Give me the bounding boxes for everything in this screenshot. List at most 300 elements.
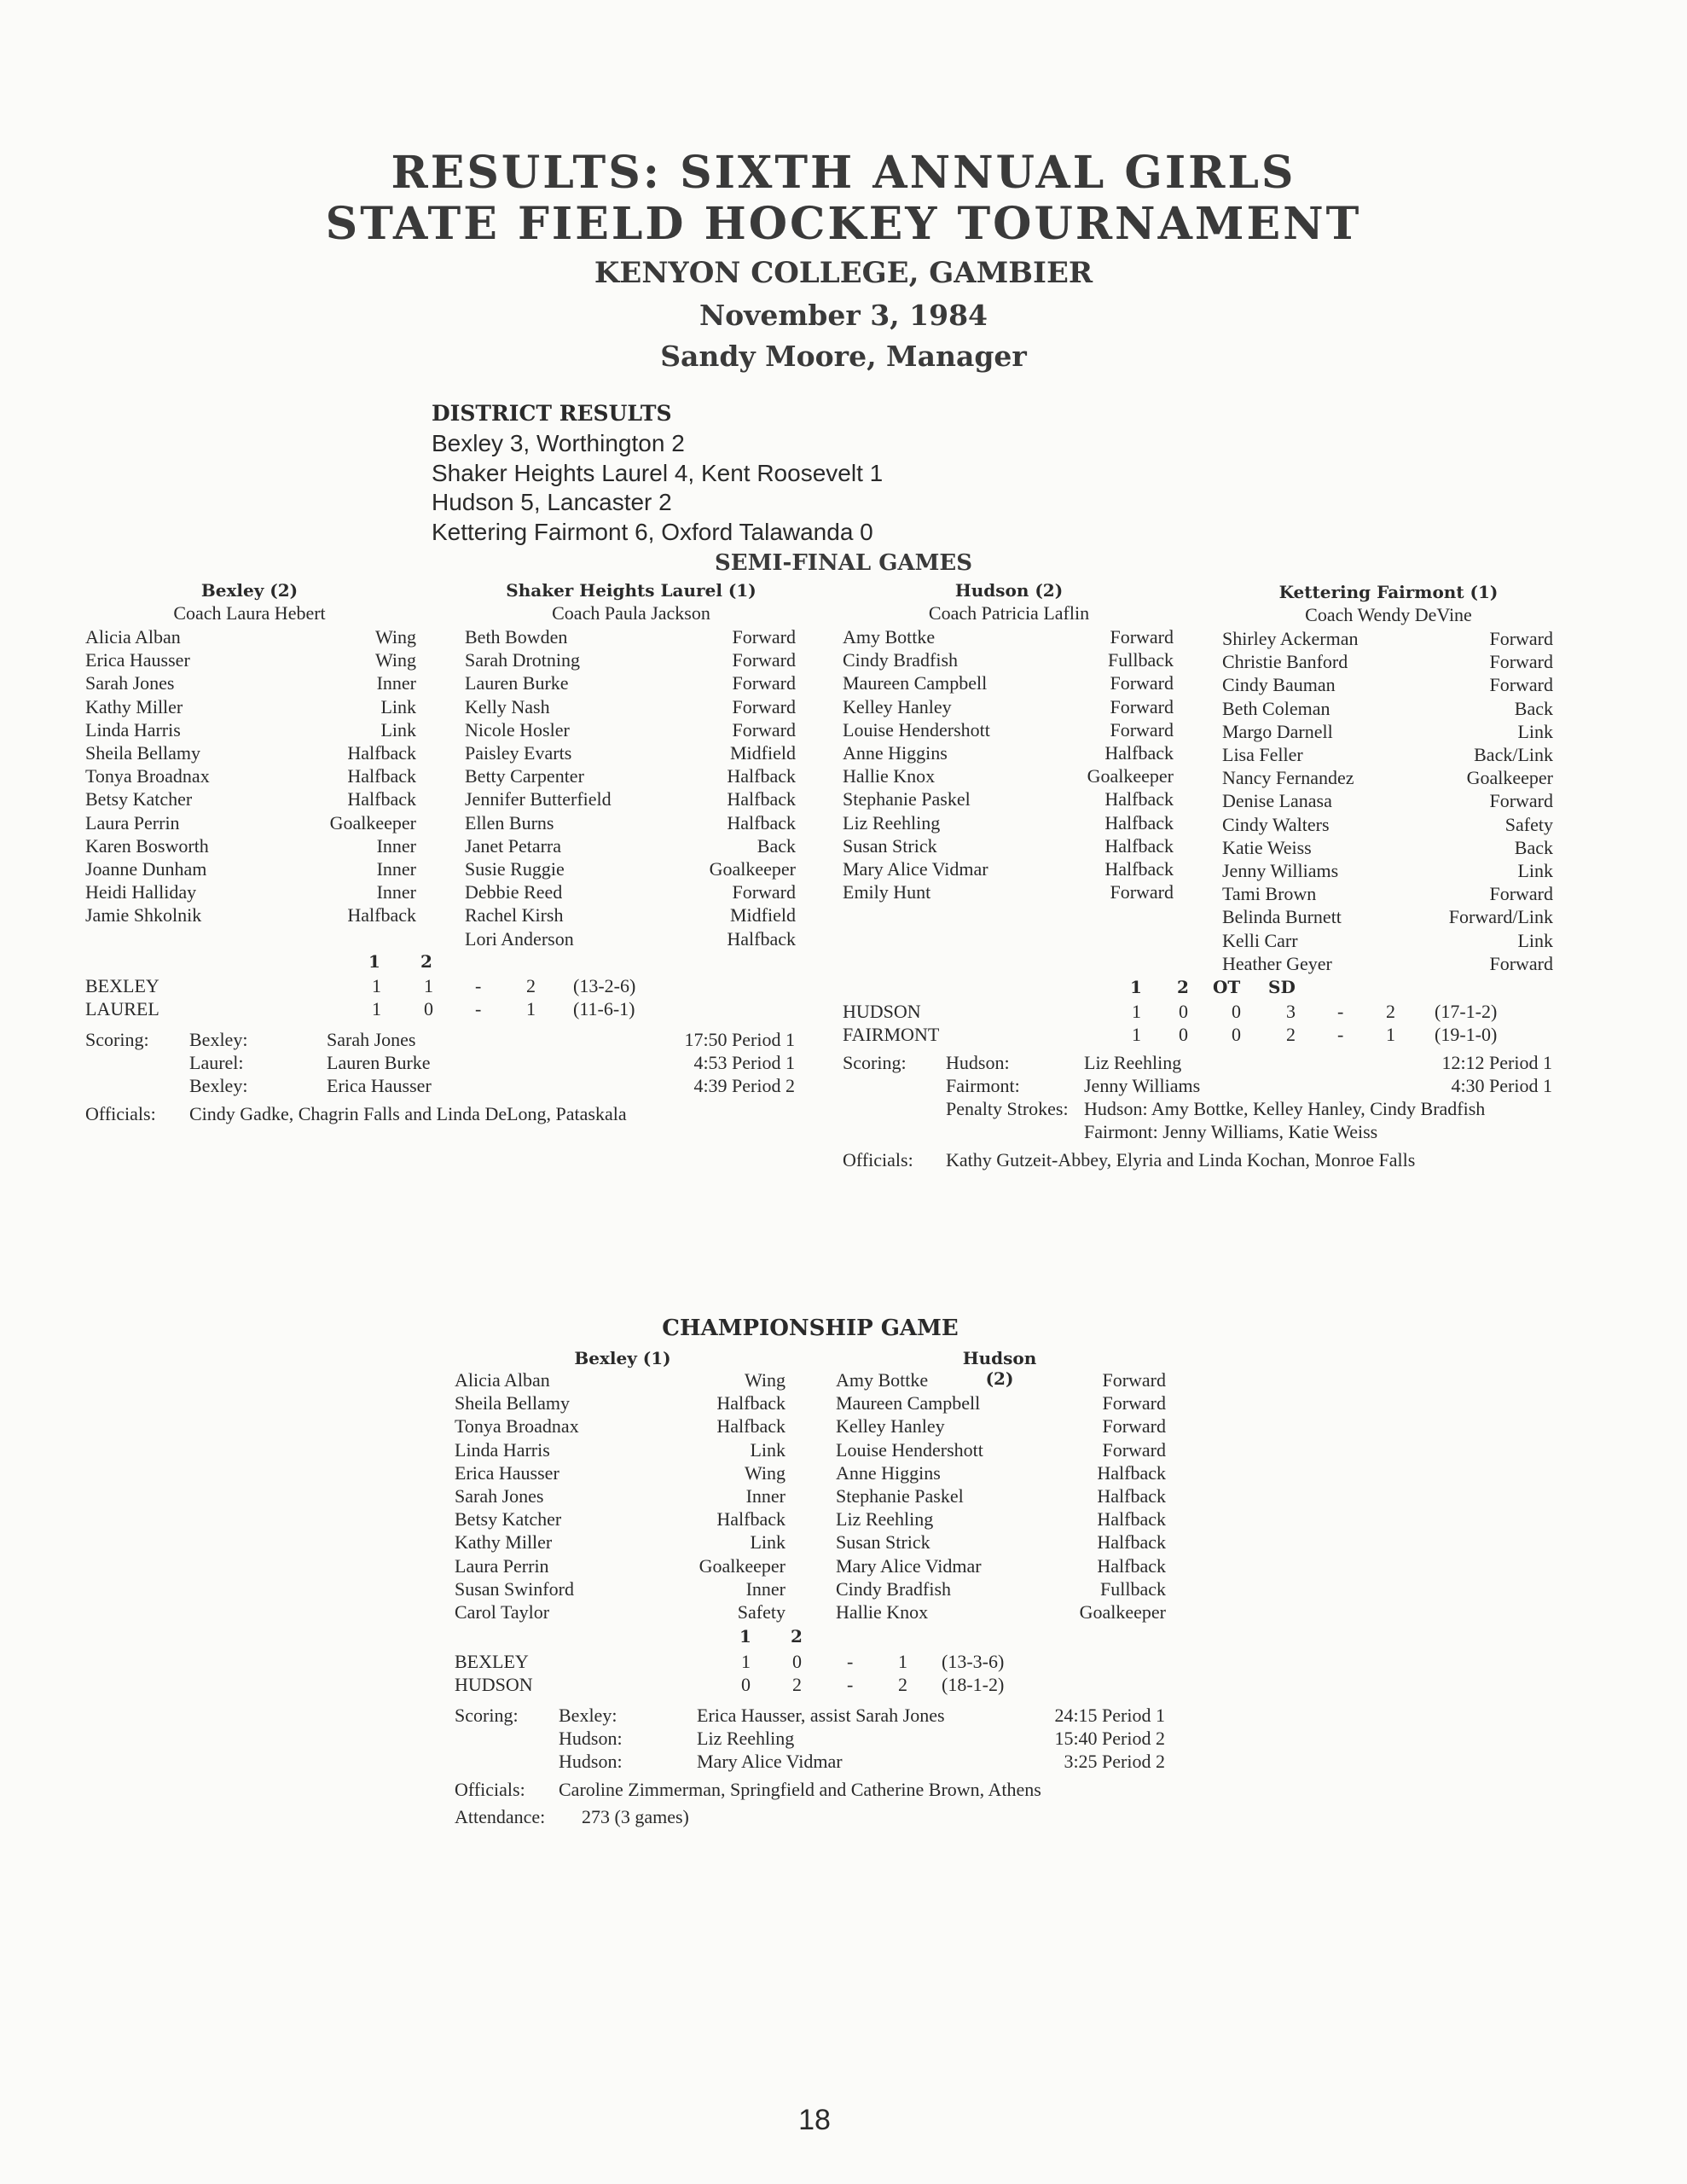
roster-row (85, 741, 416, 764)
score-total: 2 (898, 1674, 907, 1695)
player-name: Alicia Alban (455, 1369, 550, 1391)
player-position: Halfback (727, 927, 796, 950)
player-name: Linda Harris (455, 1438, 550, 1461)
player-position: Halfback (716, 1392, 786, 1414)
roster-row (85, 903, 416, 926)
player-name: Kelli Carr (1222, 929, 1298, 951)
player-position: Fullback (1108, 649, 1174, 671)
page-number: 18 (798, 2104, 831, 2136)
roster-row (1222, 789, 1553, 812)
player-position: Halfback (347, 765, 416, 787)
scoring-player: Jenny Williams (1084, 1075, 1201, 1096)
player-name: Stephanie Paskel (843, 788, 971, 810)
dash: - (475, 998, 482, 1019)
roster-row (836, 1414, 1166, 1438)
record: (11-6-1) (573, 998, 635, 1019)
player-name: Liz Reehling (836, 1508, 934, 1531)
score-total: 1 (526, 998, 536, 1019)
roster-row (465, 834, 796, 857)
player-position: Halfback (1097, 1461, 1166, 1484)
player-name: Laura Perrin (455, 1554, 549, 1577)
player-position: Halfback (727, 788, 796, 810)
roster-row (455, 1391, 786, 1414)
scoring-team: Laurel: (189, 1052, 244, 1073)
player-position: Goalkeeper (709, 858, 796, 880)
player-position: Link (380, 695, 416, 717)
linescore-team: BEXLEY (455, 1651, 529, 1672)
player-position: Forward (1102, 1369, 1166, 1391)
player-position: Forward (1102, 1392, 1166, 1414)
player-name: Lisa Feller (1222, 744, 1303, 766)
scoring-label: Scoring: (85, 1029, 149, 1050)
scoring-player: Liz Reehling (1084, 1052, 1182, 1073)
score: 1 (1132, 1001, 1141, 1022)
player-position: Forward (1489, 628, 1553, 649)
roster-fairmont (1222, 627, 1553, 975)
period-header: 2 (791, 1626, 803, 1647)
roster-row (465, 880, 796, 903)
roster-row (455, 1438, 786, 1461)
roster-row (1222, 882, 1553, 905)
roster-row (465, 857, 796, 880)
player-position: Back (1514, 697, 1553, 719)
roster-row (85, 787, 416, 810)
player-position: Fullback (1100, 1577, 1166, 1600)
roster-row (836, 1600, 1166, 1623)
roster-row (455, 1414, 786, 1438)
player-name: Kathy Miller (455, 1531, 553, 1554)
linescore-team: HUDSON (843, 1001, 921, 1022)
roster-bexley (85, 625, 416, 927)
player-name: Katie Weiss (1222, 836, 1312, 858)
player-position: Halfback (1097, 1485, 1166, 1507)
district-result: Shaker Heights Laurel 4, Kent Roosevelt 1 (432, 459, 884, 486)
score: 0 (1232, 1024, 1241, 1045)
player-name: Maureen Campbell (836, 1392, 981, 1414)
player-name: Paisley Evarts (465, 742, 572, 764)
player-name: Joanne Dunham (85, 858, 207, 880)
player-name: Tonya Broadnax (455, 1415, 579, 1438)
player-name: Jennifer Butterfield (465, 788, 612, 810)
player-name: Betty Carpenter (465, 765, 584, 787)
scoring-player: Erica Hausser (327, 1075, 432, 1096)
player-position: Forward (1110, 672, 1174, 694)
period-header: 1 (739, 1626, 751, 1647)
district-result: Kettering Fairmont 6, Oxford Talawanda 0 (432, 518, 873, 545)
roster-row (85, 880, 416, 903)
player-name: Sheila Bellamy (85, 742, 201, 764)
linescore-team: LAUREL (85, 998, 159, 1019)
player-name: Margo Darnell (1222, 720, 1333, 742)
roster-row (1222, 697, 1553, 720)
player-position: Goalkeeper (699, 1554, 786, 1577)
roster-row (455, 1600, 786, 1623)
roster-row (85, 648, 416, 671)
dash: - (847, 1651, 854, 1672)
player-position: Halfback (1097, 1531, 1166, 1554)
roster-row (836, 1461, 1166, 1484)
player-name: Erica Hausser (455, 1461, 559, 1484)
player-position: Halfback (1097, 1554, 1166, 1577)
period-header: SD (1268, 977, 1296, 997)
player-name: Alicia Alban (85, 626, 181, 648)
player-name: Linda Harris (85, 718, 181, 741)
player-name: Debbie Reed (465, 881, 563, 903)
scoring-time: 15:40 Period 2 (1054, 1728, 1165, 1749)
roster-row (465, 903, 796, 926)
roster-row (843, 718, 1174, 741)
player-position: Inner (745, 1577, 786, 1600)
penalty-label: Penalty Strokes: (946, 1098, 1069, 1119)
team-name: Hudson (2) (954, 580, 1064, 601)
player-name: Kelly Nash (465, 695, 550, 717)
district-results (432, 429, 883, 547)
player-name: Susan Swinford (455, 1577, 574, 1600)
player-position: Goalkeeper (1079, 1601, 1166, 1623)
score-total: 2 (1386, 1001, 1395, 1022)
player-name: Amy Bottke (836, 1369, 929, 1391)
score: 0 (1179, 1001, 1188, 1022)
player-name: Louise Hendershott (843, 718, 990, 741)
dash: - (847, 1674, 854, 1695)
player-name: Anne Higgins (843, 742, 948, 764)
title-line-1: RESULTS: SIXTH ANNUAL GIRLS (391, 147, 1296, 199)
record: (18-1-2) (942, 1674, 1005, 1695)
roster-row (1222, 720, 1553, 743)
player-name: Beth Bowden (465, 626, 568, 648)
player-position: Wing (375, 649, 416, 671)
roster-row (85, 857, 416, 880)
attendance: 273 (3 games) (582, 1806, 689, 1827)
roster-row (465, 764, 796, 787)
scoring-time: 12:12 Period 1 (1441, 1052, 1552, 1073)
player-name: Lori Anderson (465, 927, 574, 950)
scoring-time: 4:53 Period 1 (693, 1052, 795, 1073)
roster-row (843, 741, 1174, 764)
penalty-fairmont: Fairmont: Jenny Williams, Katie Weiss (1084, 1121, 1378, 1142)
player-name: Maureen Campbell (843, 672, 988, 694)
player-name: Emily Hunt (843, 881, 931, 903)
roster-row (1222, 766, 1553, 789)
semifinal-title: SEMI-FINAL GAMES (715, 550, 972, 576)
attendance-label: Attendance: (455, 1806, 546, 1827)
player-position: Forward (732, 672, 796, 694)
player-name: Anne Higgins (836, 1461, 941, 1484)
roster-row (836, 1484, 1166, 1507)
roster-laurel (465, 625, 796, 950)
score: 0 (741, 1674, 751, 1695)
team-name: Kettering Fairmont (1) (1278, 582, 1499, 602)
roster-row (1222, 743, 1553, 766)
player-name: Sarah Jones (455, 1485, 544, 1507)
score-total: 2 (526, 975, 536, 996)
roster-row (455, 1507, 786, 1531)
score: 0 (1179, 1024, 1188, 1045)
player-position: Halfback (1104, 742, 1174, 764)
roster-row (836, 1507, 1166, 1531)
player-position: Halfback (1104, 834, 1174, 857)
score: 1 (741, 1651, 751, 1672)
linescore-team: BEXLEY (85, 975, 159, 996)
score: 2 (1286, 1024, 1296, 1045)
player-name: Kelley Hanley (843, 695, 952, 717)
roster-row (843, 671, 1174, 694)
district-result: Hudson 5, Lancaster 2 (432, 489, 672, 515)
roster-row (1222, 836, 1553, 859)
player-name: Carol Taylor (455, 1601, 550, 1623)
player-position: Halfback (1104, 788, 1174, 810)
roster-row (85, 718, 416, 741)
player-position: Halfback (727, 765, 796, 787)
scoring-player: Liz Reehling (697, 1728, 795, 1749)
player-name: Sheila Bellamy (455, 1392, 571, 1414)
roster-row (455, 1461, 786, 1484)
roster-row (465, 671, 796, 694)
player-name: Tonya Broadnax (85, 765, 210, 787)
player-position: Back/Link (1474, 744, 1553, 766)
scoring-label: Scoring: (843, 1052, 907, 1073)
roster-row (1222, 952, 1553, 975)
player-name: Cindy Bauman (1222, 674, 1336, 696)
roster-row (836, 1391, 1166, 1414)
player-name: Kathy Miller (85, 695, 183, 717)
player-name: Beth Coleman (1222, 697, 1330, 719)
player-position: Halfback (347, 788, 416, 810)
roster-row (85, 625, 416, 648)
player-position: Forward (1110, 881, 1174, 903)
scoring-team: Fairmont: (946, 1075, 1020, 1096)
scoring-player: Mary Alice Vidmar (697, 1751, 843, 1772)
roster-row (85, 834, 416, 857)
player-name: Denise Lanasa (1222, 790, 1332, 812)
player-name: Susan Strick (836, 1531, 930, 1554)
player-position: Forward (1489, 790, 1553, 812)
player-position: Safety (1504, 813, 1553, 835)
roster-row (465, 625, 796, 648)
period-header: 2 (1177, 977, 1189, 997)
player-name: Jamie Shkolnik (85, 904, 202, 926)
player-position: Forward (732, 695, 796, 717)
scoring-team: Bexley: (189, 1075, 248, 1096)
officials-label: Officials: (455, 1779, 525, 1800)
period-header: OT (1213, 977, 1241, 997)
roster-row (1222, 859, 1553, 882)
roster-row (843, 764, 1174, 787)
player-name: Erica Hausser (85, 649, 190, 671)
roster-row (843, 648, 1174, 671)
player-name: Louise Hendershott (836, 1438, 983, 1461)
player-name: Amy Bottke (843, 626, 936, 648)
scoring-team: Hudson: (559, 1728, 623, 1749)
championship-title: CHAMPIONSHIP GAME (662, 1316, 959, 1341)
scoring-time: 4:30 Period 1 (1451, 1075, 1552, 1096)
dash: - (1337, 1024, 1344, 1045)
score: 0 (1232, 1001, 1241, 1022)
player-name: Mary Alice Vidmar (843, 858, 988, 880)
player-name: Belinda Burnett (1222, 906, 1342, 928)
player-position: Link (1517, 860, 1553, 882)
player-position: Wing (745, 1461, 786, 1484)
player-position: Goalkeeper (1087, 765, 1174, 787)
player-position: Forward (1102, 1438, 1166, 1461)
scoring-time: 4:39 Period 2 (693, 1075, 795, 1096)
roster-row (455, 1368, 786, 1391)
player-position: Midfield (730, 742, 796, 764)
player-name: Nicole Hosler (465, 718, 570, 741)
district-result: Bexley 3, Worthington 2 (432, 430, 685, 456)
player-name: Cindy Bradfish (843, 649, 959, 671)
score: 2 (792, 1674, 802, 1695)
score: 1 (1132, 1024, 1141, 1045)
player-name: Laura Perrin (85, 811, 180, 834)
officials: Kathy Gutzeit-Abbey, Elyria and Linda Kochan, Monroe Falls (946, 1149, 1416, 1170)
dash: - (475, 975, 482, 996)
scoring-team: Bexley: (559, 1705, 617, 1726)
score: 1 (424, 975, 433, 996)
date: November 3, 1984 (699, 299, 988, 332)
venue: KENYON COLLEGE, GAMBIER (594, 256, 1093, 290)
roster-row (455, 1577, 786, 1600)
player-position: Forward (1110, 626, 1174, 648)
district-title: DISTRICT RESULTS (432, 401, 672, 426)
roster-bexley-final (455, 1368, 786, 1623)
player-position: Halfback (1104, 811, 1174, 834)
score-total: 1 (1386, 1024, 1395, 1045)
player-position: Forward (1489, 674, 1553, 696)
scoring-time: 17:50 Period 1 (684, 1029, 795, 1050)
player-position: Halfback (347, 742, 416, 764)
officials: Cindy Gadke, Chagrin Falls and Linda DeLong, Pataskala (189, 1103, 627, 1124)
player-position: Wing (745, 1369, 786, 1391)
roster-row (85, 811, 416, 834)
player-position: Forward (732, 626, 796, 648)
roster-row (1222, 673, 1553, 696)
player-position: Forward (1489, 883, 1553, 905)
roster-row (1222, 627, 1553, 650)
scoring-player: Sarah Jones (327, 1029, 416, 1050)
roster-row (836, 1438, 1166, 1461)
player-name: Sarah Jones (85, 672, 175, 694)
roster-row (836, 1368, 1166, 1391)
player-position: Halfback (1097, 1508, 1166, 1531)
roster-row (85, 695, 416, 718)
roster-row (843, 880, 1174, 903)
player-name: Nancy Fernandez (1222, 767, 1354, 789)
roster-row (843, 857, 1174, 880)
player-name: Janet Petarra (465, 834, 561, 857)
player-position: Goalkeeper (329, 811, 416, 834)
player-name: Susie Ruggie (465, 858, 565, 880)
player-name: Ellen Burns (465, 811, 554, 834)
player-name: Lauren Burke (465, 672, 569, 694)
player-position: Back (1514, 836, 1553, 858)
coach: Coach Patricia Laflin (928, 602, 1090, 624)
period-header: 1 (368, 951, 380, 972)
scoring-player: Erica Hausser, assist Sarah Jones (697, 1705, 945, 1726)
player-name: Susan Strick (843, 834, 937, 857)
player-position: Goalkeeper (1466, 767, 1553, 789)
roster-hudson-final (836, 1368, 1166, 1623)
roster-row (843, 695, 1174, 718)
player-position: Halfback (1104, 858, 1174, 880)
player-position: Forward (1489, 952, 1553, 974)
coach: Coach Wendy DeVine (1305, 604, 1472, 625)
player-name: Shirley Ackerman (1222, 628, 1359, 649)
linescore-team: FAIRMONT (843, 1024, 940, 1045)
dash: - (1337, 1001, 1344, 1022)
player-position: Midfield (730, 904, 796, 926)
player-position: Forward (732, 649, 796, 671)
player-name: Tami Brown (1222, 883, 1317, 905)
player-position: Safety (737, 1601, 786, 1623)
player-position: Inner (376, 672, 416, 694)
roster-row (836, 1531, 1166, 1554)
player-name: Hallie Knox (843, 765, 936, 787)
record: (13-2-6) (573, 975, 636, 996)
player-position: Forward/Link (1448, 906, 1553, 928)
player-name: Heidi Halliday (85, 881, 197, 903)
roster-row (455, 1554, 786, 1577)
player-position: Link (750, 1531, 786, 1554)
roster-row (836, 1554, 1166, 1577)
roster-row (843, 811, 1174, 834)
scoring-time: 24:15 Period 1 (1054, 1705, 1165, 1726)
officials-label: Officials: (85, 1103, 156, 1124)
scoring-label: Scoring: (455, 1705, 519, 1726)
record: (17-1-2) (1435, 1001, 1498, 1022)
roster-row (465, 718, 796, 741)
roster-row (465, 787, 796, 810)
player-name: Christie Banford (1222, 651, 1348, 673)
player-position: Link (1517, 929, 1553, 951)
team-name: Hudson (2) (962, 1348, 1037, 1389)
roster-row (1222, 650, 1553, 673)
record: (19-1-0) (1435, 1024, 1498, 1045)
player-position: Inner (376, 834, 416, 857)
period-header: 2 (420, 951, 432, 972)
scoring-team: Hudson: (559, 1751, 623, 1772)
player-name: Cindy Bradfish (836, 1577, 952, 1600)
title-line-2: STATE FIELD HOCKEY TOURNAMENT (325, 198, 1362, 250)
player-position: Forward (1102, 1415, 1166, 1438)
player-name: Heather Geyer (1222, 952, 1332, 974)
player-position: Inner (745, 1485, 786, 1507)
roster-row (836, 1577, 1166, 1600)
player-name: Rachel Kirsh (465, 904, 564, 926)
roster-row (85, 671, 416, 694)
roster-row (843, 625, 1174, 648)
player-name: Kelley Hanley (836, 1415, 945, 1438)
coach: Coach Laura Hebert (173, 602, 326, 624)
roster-row (85, 764, 416, 787)
player-position: Link (380, 718, 416, 741)
penalty-hudson: Hudson: Amy Bottke, Kelley Hanley, Cindy Bradfish (1084, 1098, 1486, 1119)
scoring-time: 3:25 Period 2 (1064, 1751, 1165, 1772)
score: 0 (792, 1651, 802, 1672)
roster-row (843, 787, 1174, 810)
player-position: Link (1517, 720, 1553, 742)
player-position: Forward (1110, 718, 1174, 741)
player-position: Forward (732, 718, 796, 741)
officials: Caroline Zimmerman, Springfield and Catherine Brown, Athens (559, 1779, 1041, 1800)
record: (13-3-6) (942, 1651, 1005, 1672)
player-name: Betsy Katcher (85, 788, 193, 810)
player-position: Back (757, 834, 796, 857)
player-position: Forward (732, 881, 796, 903)
player-name: Sarah Drotning (465, 649, 581, 671)
roster-row (1222, 813, 1553, 836)
score-total: 1 (898, 1651, 907, 1672)
